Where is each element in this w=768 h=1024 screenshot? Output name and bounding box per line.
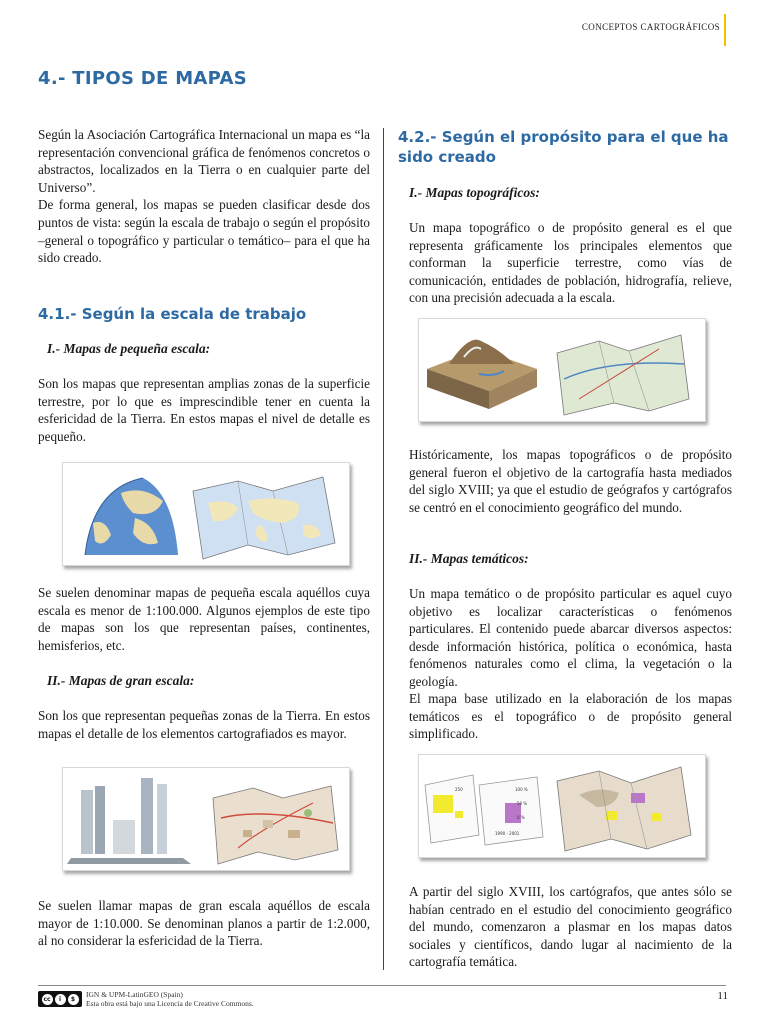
by-icon: i	[55, 994, 66, 1005]
subsection-small-scale: I.- Mapas de pequeña escala:	[47, 341, 211, 356]
section-title-4-2: 4.2.- Según el propósito para el que ha sido creado	[398, 128, 729, 166]
topographic-paragraph-1: Un mapa topográfico o de propósito general es el que representa gráficamente los principales elementos que conforman la superficie terrestre, como vías de comunicación, entidades de población, hidrografía, relieve, con una precisión adecuada a la escala.	[409, 220, 732, 306]
page-number: 11	[717, 990, 728, 1002]
thematic-label-3: 0 %	[517, 815, 525, 820]
footer-credit-line-2: Esta obra está bajo una Licencia de Creative Commons.	[86, 999, 254, 1008]
thematic-label-1: 100 %	[515, 787, 528, 792]
subsection-topographic: I.- Mapas topográficos:	[409, 185, 540, 200]
topographic-paragraph-2: Históricamente, los mapas topográficos o de propósito general fueron el objetivo de la cartografía hasta mediados del siglo XVIII; ya que el estudio de geógrafos y cartógrafos se centró en el conocimiento geográfico del mundo.	[409, 447, 732, 515]
thematic-paragraph-1: Un mapa temático o de propósito particular es aquel cuyo objetivo es localizar características o fenómenos particulares. El contenido puede abarcar diversos aspectos: desde información histórica, política o económica, hasta fenómenos naturales como el clima, la vegetación o la geología.	[409, 586, 732, 689]
intro-paragraph-1: Según la Asociación Cartográfica Internacional un mapa es “la representación convencional gráfica de fenómenos concretos o abstractos, localizados en la Tierra o en cualquier parte del Universo”.	[38, 127, 370, 195]
creative-commons-icon	[38, 991, 82, 1007]
small-scale-paragraph-1: Son los mapas que representan amplias zonas de la superficie terrestre, por lo que es imprescindible tener en cuenta la esfericidad de la Tierra. En estos mapas el nivel de detalle es pequeño.	[38, 376, 370, 444]
section-title-4-1: 4.1.- Según la escala de trabajo	[38, 305, 307, 323]
small-scale-paragraph-2: Se suelen denominar mapas de pequeña escala aquéllos cuya escala es menor de 1:100.000. Algunos ejemplos de este tipo de mapas son los que representan países, continentes, hemisferios, etc.	[38, 585, 370, 653]
intro-paragraph-2: De forma general, los mapas se pueden clasificar desde dos puntos de vista: según la escala de trabajo o según el propósito –general o topográfico y particular o temático– para el que ha sido creado.	[38, 197, 370, 266]
large-scale-paragraph-2: Se suelen llamar mapas de gran escala aquéllos de escala mayor de 1:10.000. Se denominan planos a partir de 1:2.000, al no considerar la esfericidad de la Tierra.	[38, 898, 370, 949]
thematic-paragraph-3: A partir del siglo XVIII, los cartógrafos, que antes sólo se habían centrado en el estudio del conocimiento geográfico del mundo, comenzaron a plasmar en los mapas datos sociales y científicos, dando lugar al nacimiento de la cartografía temática.	[409, 884, 732, 970]
thematic-label-2: 50 %	[517, 801, 528, 806]
topographic-map-figure	[418, 318, 706, 422]
subsection-large-scale: II.- Mapas de gran escala:	[47, 673, 195, 688]
large-scale-map-figure	[62, 767, 350, 871]
thematic-map-figure	[418, 754, 706, 858]
large-scale-paragraph-1: Son los que representan pequeñas zonas de la Tierra. En estos mapas el detalle de los elementos cartografiados es mayor.	[38, 708, 370, 741]
left-column	[38, 126, 370, 267]
thematic-label-0: 250	[455, 787, 463, 792]
subsection-thematic: II.- Mapas temáticos:	[409, 551, 529, 566]
thematic-paragraph-2: El mapa base utilizado en la elaboración de los mapas temáticos es el topográfico o de propósito general simplificado.	[409, 691, 732, 742]
nc-icon: $	[68, 994, 79, 1005]
running-header: CONCEPTOS CARTOGRÁFICOS	[581, 22, 720, 32]
footer-rule	[38, 985, 726, 986]
footer-credits	[86, 990, 254, 1008]
footer-credit-line-1: IGN & UPM-LatinGEO (Spain)	[86, 990, 183, 999]
page-title: 4.- TIPOS DE MAPAS	[38, 68, 247, 89]
small-scale-map-figure	[62, 462, 350, 566]
thematic-label-4: 1990 - 2001	[495, 831, 520, 836]
header-accent-bar	[724, 14, 726, 46]
column-divider	[383, 128, 384, 970]
cc-icon: cc	[43, 995, 51, 1003]
